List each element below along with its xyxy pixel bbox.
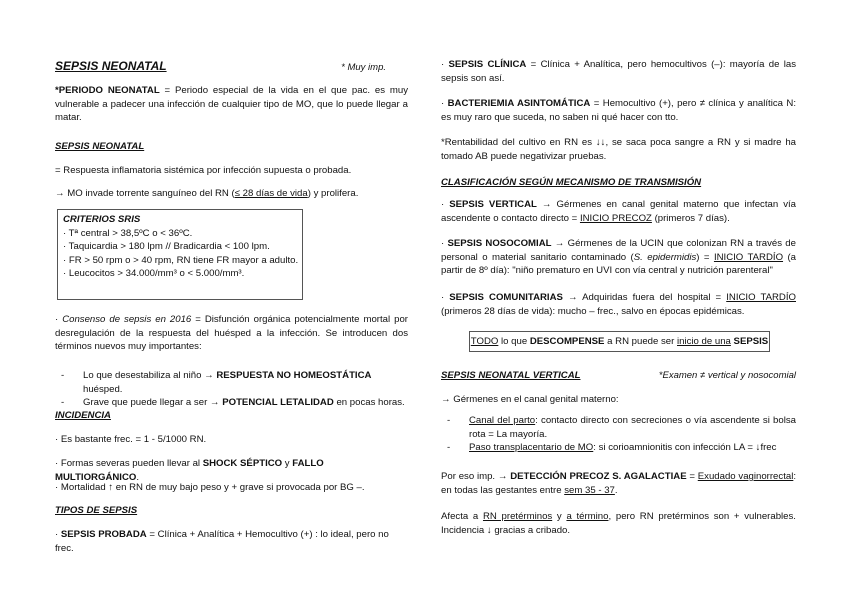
- consenso-paragraph: [55, 313, 408, 354]
- descompense-box: [469, 331, 770, 352]
- criterios-sris-box: [57, 209, 303, 300]
- bact-bold: BACTERIEMIA ASINTOMÁTICA: [447, 98, 591, 109]
- formas-fallo: FALLO MULTIORGÁNICO: [55, 458, 324, 483]
- rentabilidad-paragraph: *Rentabilidad del cultivo en RN es ↓↓, se saca poca sangre a RN y si madre ha tomado AB puede negativizar pruebas.: [441, 137, 796, 162]
- formas-pre: · Formas severas pueden llevar al: [55, 458, 203, 469]
- box-mid: lo que: [498, 336, 530, 347]
- afecta-u2: a término: [566, 511, 609, 522]
- page-title: SEPSIS NEONATAL: [55, 59, 167, 73]
- noso-bold: SEPSIS NOSOCOMIAL: [447, 238, 552, 249]
- noso-mid: → Gérmenes de la UCIN que colonizan RN a través de personal o material sanitario contaminado (: [441, 238, 796, 263]
- deteccion-paragraph: [441, 470, 796, 497]
- com-pre: ·: [441, 292, 450, 303]
- box-todo: TODO: [470, 336, 499, 347]
- sris-item: · FR > 50 rpm o > 40 rpm, RN tiene FR mayor a adulto.: [63, 254, 299, 266]
- clinica-bold: SEPSIS CLÍNICA: [448, 59, 527, 70]
- mo-pre: → MO invade torrente sanguíneo del RN (: [55, 188, 235, 199]
- list-item: [441, 441, 796, 455]
- term-post: huésped.: [83, 383, 123, 395]
- vertical-note: *Examen ≠ vertical y nosocomial: [658, 370, 796, 381]
- incidencia-heading: INCIDENCIA: [55, 410, 111, 421]
- bact-pre: ·: [441, 98, 448, 109]
- list-item: [55, 396, 408, 410]
- vert-pre: ·: [441, 199, 450, 210]
- sepsis-comunitarias-paragraph: [441, 291, 796, 318]
- sepsis-probada-line: [55, 528, 408, 555]
- com-bold: SEPSIS COMUNITARIAS: [449, 292, 563, 303]
- box-mid2: a RN puede ser: [604, 336, 677, 347]
- box-sepsis: SEPSIS: [730, 336, 769, 347]
- consenso-italic: Consenso de sepsis en 2016: [62, 314, 192, 325]
- afecta-paragraph: [441, 510, 796, 537]
- periodo-neonatal-paragraph: [55, 84, 408, 125]
- term-post: en pocas horas.: [333, 397, 405, 409]
- noso-u: INICIO TARDÍO: [713, 251, 784, 263]
- det-u2: sem 35 - 37: [564, 484, 615, 496]
- formas-shock: SHOCK SÉPTICO: [202, 458, 283, 469]
- sepsis-clinica-paragraph: [441, 58, 796, 85]
- afecta-u1: RN pretérminos: [482, 511, 553, 522]
- noso-pre: ·: [441, 238, 448, 249]
- det-pre: Por eso imp. →: [441, 471, 511, 482]
- vert-u: INICIO PRECOZ: [579, 212, 652, 224]
- clasificacion-heading: CLASIFICACIÓN SEGÚN MECANISMO DE TRANSMISIÓN: [441, 177, 702, 188]
- box-u: inicio de una: [677, 336, 731, 347]
- probada-pre: ·: [55, 529, 61, 540]
- sris-item: · Leucocitos > 34.000/mm³ o < 5.000/mm³.: [63, 268, 245, 280]
- via-u: Canal del parto: [469, 415, 536, 426]
- sepsis-neonatal-heading: SEPSIS NEONATAL: [55, 141, 145, 152]
- sris-item: · Tª central > 38,5ºC o < 36ºC.: [63, 227, 193, 239]
- sepsis-nosocomial-paragraph: [441, 237, 796, 278]
- afecta-pre: Afecta a: [441, 511, 483, 522]
- vert-bold: SEPSIS VERTICAL: [449, 199, 537, 210]
- det-mid2: : en todas las gestantes entre: [441, 471, 796, 496]
- noso-post: (a partir de 8º día): "niño prematuro en UVI con vía central y nutrición parenteral": [441, 251, 796, 277]
- com-post: (primeros 28 días de vida): mucho – frec., salvo en épocas epidémicas.: [441, 305, 745, 317]
- probada-post: = Clínica + Analítica + Hemocultivo (+) : lo ideal, pero no frec.: [55, 529, 389, 554]
- consenso-prefix: ·: [55, 314, 63, 325]
- germenes-line: → Gérmenes en el canal genital materno:: [441, 394, 619, 405]
- sepsis-vertical-paragraph: [441, 198, 796, 225]
- mo-post: ) y prolifera.: [307, 188, 359, 199]
- clinica-pre: ·: [441, 59, 449, 70]
- det-mid: =: [686, 471, 698, 482]
- noso-mid2: ) =: [696, 251, 714, 263]
- bacteriemia-paragraph: [441, 97, 796, 124]
- via-u: Paso transplacentario de MO: [469, 442, 594, 454]
- det-bold: DETECCIÓN PRECOZ S. AGALACTIAE: [510, 471, 687, 482]
- term-bold: RESPUESTA NO HOMEOSTÁTICA: [216, 370, 372, 381]
- via-post: : contacto directo con secreciones o vía ascendente si bolsa rota = La mayoría.: [469, 415, 796, 440]
- bact-post: = Hemocultivo (+), pero ≠ clínica y analítica N: es muy raro que suceda, no saben ni qué hacer con tto.: [441, 98, 796, 123]
- formas-post: .: [136, 471, 140, 483]
- mortalidad-line: · Mortalidad ↑ en RN de muy bajo peso y + grave si provocada por BG –.: [55, 482, 365, 493]
- mo-days: ≤ 28 días de vida: [234, 188, 308, 199]
- box-bold: DESCOMPENSE: [529, 336, 605, 347]
- vert-post: (primeros 7 días).: [651, 212, 730, 224]
- probada-bold: SEPSIS PROBADA: [60, 529, 147, 540]
- list-item: [441, 414, 796, 441]
- det-u: Exudado vaginorrectal: [697, 471, 794, 482]
- vias-list: [441, 414, 796, 455]
- sepsis-definition: = Respuesta inflamatoria sistémica por infección supuesta o probada.: [55, 165, 352, 176]
- noso-italic: S. epidermidis: [633, 251, 697, 263]
- new-terms-list: [55, 369, 408, 410]
- det-post: .: [614, 484, 618, 496]
- term-bold: POTENCIAL LETALIDAD: [222, 397, 334, 409]
- clinica-post: = Clínica + Analítica, pero hemocultivos (–): mayoría de las sepsis son así.: [441, 59, 796, 84]
- afecta-post: , pero RN pretérminos son + vulnerables. Incidencia ↓ gracias a cribado.: [441, 511, 796, 536]
- mo-invade-line: [55, 187, 408, 201]
- via-post: : si corioamnionitis con infección LA = ↓frec: [593, 442, 777, 454]
- term-pre: Lo que desestabiliza al niño →: [83, 370, 217, 381]
- sris-title: CRITERIOS SRIS: [63, 214, 141, 225]
- title-note: * Muy imp.: [341, 62, 386, 73]
- incidencia-line: · Es bastante frec. = 1 - 5/1000 RN.: [55, 434, 207, 445]
- tipos-heading: TIPOS DE SEPSIS: [55, 505, 138, 516]
- sris-item: · Taquicardia > 180 lpm // Bradicardia < 100 lpm.: [63, 241, 270, 253]
- com-mid: → Adquiridas fuera del hospital =: [562, 292, 727, 303]
- afecta-mid: y: [552, 511, 567, 522]
- list-item: [55, 369, 408, 396]
- periodo-label: *PERIODO NEONATAL: [55, 85, 160, 96]
- com-u: INICIO TARDÍO: [726, 292, 796, 303]
- formas-mid: y: [282, 458, 293, 469]
- term-pre: Grave que puede llegar a ser →: [83, 397, 223, 409]
- vert-mid: → Gérmenes en canal genital materno que infectan vía ascendente o contacto directo =: [441, 199, 796, 224]
- vertical-heading: SEPSIS NEONATAL VERTICAL: [441, 370, 581, 381]
- periodo-text: = Periodo especial de la vida en el que pac. es muy vulnerable a padecer una infección de cualquier tipo de MO, que lo puede llegar a matar.: [55, 85, 408, 124]
- consenso-text: = Disfunción orgánica potencialmente mortal por desregulación de la respuesta del huésped a la infección. Se introducen dos términos nuevos muy importantes:: [55, 314, 408, 353]
